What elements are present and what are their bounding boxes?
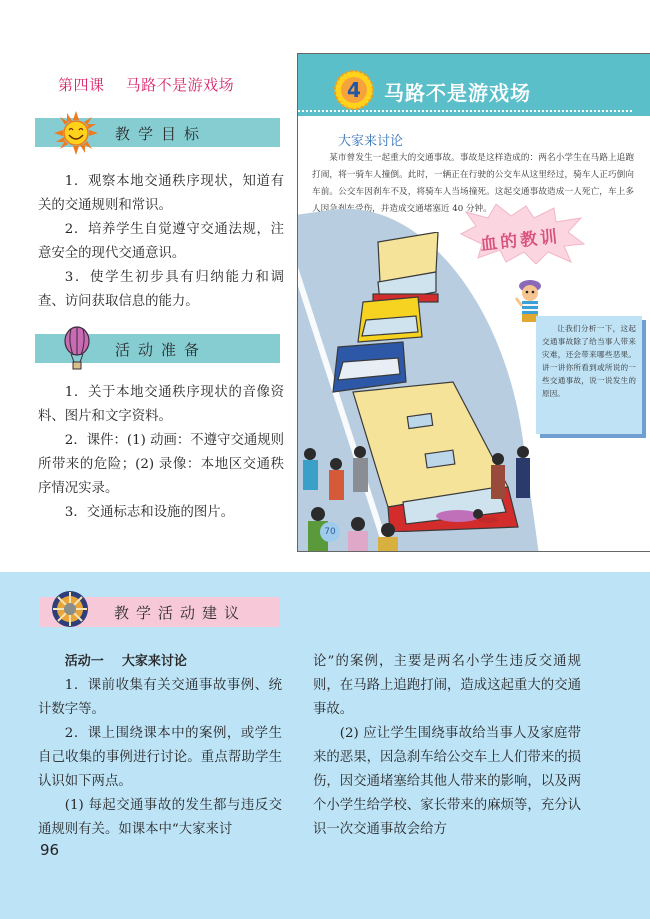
page-number: 96 bbox=[40, 841, 60, 859]
svg-text:4: 4 bbox=[347, 78, 361, 102]
objective-item: 1．观察本地交通秩序现状，知道有关的交通规则和常识。 bbox=[38, 174, 284, 213]
hot-air-balloon-icon bbox=[63, 326, 91, 372]
objectives-list bbox=[38, 170, 284, 314]
textbook-page-badge: 70 bbox=[320, 522, 340, 542]
suggestion-paragraph: 论”的案例，主要是两名小学生违反交通规则，在马路上追跑打闹，造成这起重大的交通事故。 bbox=[313, 654, 581, 717]
compass-wheel-icon bbox=[50, 589, 90, 629]
panel-header bbox=[298, 54, 650, 116]
preparation-list bbox=[38, 381, 284, 525]
objective-item: 2．培养学生自觉遵守交通法规，注意安全的现代交通意识。 bbox=[38, 222, 284, 261]
objective-item: 3．使学生初步具有归纳能力和调查、访问获取信息的能力。 bbox=[38, 270, 284, 309]
objectives-heading: 教学目标 bbox=[115, 125, 208, 143]
suggestion-paragraph: (1) 每起交通事故的发生都与违反交通规则有关。如课本中“大家来讨 bbox=[38, 798, 282, 837]
suggestion-paragraph: 1．课前收集有关交通事故事例、统计数字等。 bbox=[38, 678, 282, 717]
teaching-suggestions-section bbox=[0, 572, 650, 919]
discussion-heading: 大家来讨论 bbox=[338, 134, 404, 149]
preparation-heading: 活动准备 bbox=[115, 341, 208, 359]
lesson-title: 第四课 马路不是游戏场 bbox=[58, 76, 235, 94]
preparation-item: 2．课件：(1) 动画：不遵守交通规则所带来的危险；(2) 录像：本地区交通秩序情况实录。 bbox=[38, 433, 285, 496]
burst-text: 血的教训 bbox=[479, 226, 562, 256]
suggestion-paragraph: (2) 应让学生围绕事故给当事人及家庭带来的恶果，因急刹车给公交车上人们带来的损伤，因交通堵塞给其他人带来的影响，以及两个小学生给学校、家长带来的麻烦等，充分认识一次交通事故会给方 bbox=[313, 726, 581, 837]
panel-title: 马路不是游戏场 bbox=[384, 81, 531, 105]
suggestions-heading: 教学活动建议 bbox=[114, 604, 247, 622]
accident-story: 某市曾发生一起重大的交通事故。事故是这样造成的：两名小学生在马路上追跑打闹，将一骑车人撞倒。此时，一辆正在行驶的公交车从这里经过，骑车人正巧倒向车前。公交车因刹车不及，将骑车人当场撞死。这起交通事故造成一人死亡，车上多人因急刹车受伤，并造成交通堵塞近 40 分钟。 bbox=[312, 153, 634, 214]
sun-icon bbox=[53, 110, 99, 156]
textbook-page-illustration bbox=[297, 53, 650, 552]
suggestions-right-column bbox=[313, 650, 581, 842]
dotted-divider bbox=[298, 110, 632, 112]
lesson-number-badge-icon bbox=[334, 70, 374, 110]
activity-title: 活动一 大家来讨论 bbox=[64, 654, 187, 669]
preparation-item: 3．交通标志和设施的图片。 bbox=[64, 505, 235, 520]
suggestions-left-column bbox=[38, 650, 282, 842]
suggestion-paragraph: 2．课上围绕课本中的案例，或学生自己收集的事例进行讨论。重点帮助学生认识如下两点。 bbox=[38, 726, 282, 789]
preparation-item: 1．关于本地交通秩序现状的音像资料、图片和文字资料。 bbox=[38, 385, 284, 424]
discussion-tip-box: 让我们分析一下，这起交通事故除了给当事人带来灾难，还会带来哪些恶果。讲一讲你所看到或所说的一些交通事故，说一说发生的原因。 bbox=[536, 316, 642, 434]
